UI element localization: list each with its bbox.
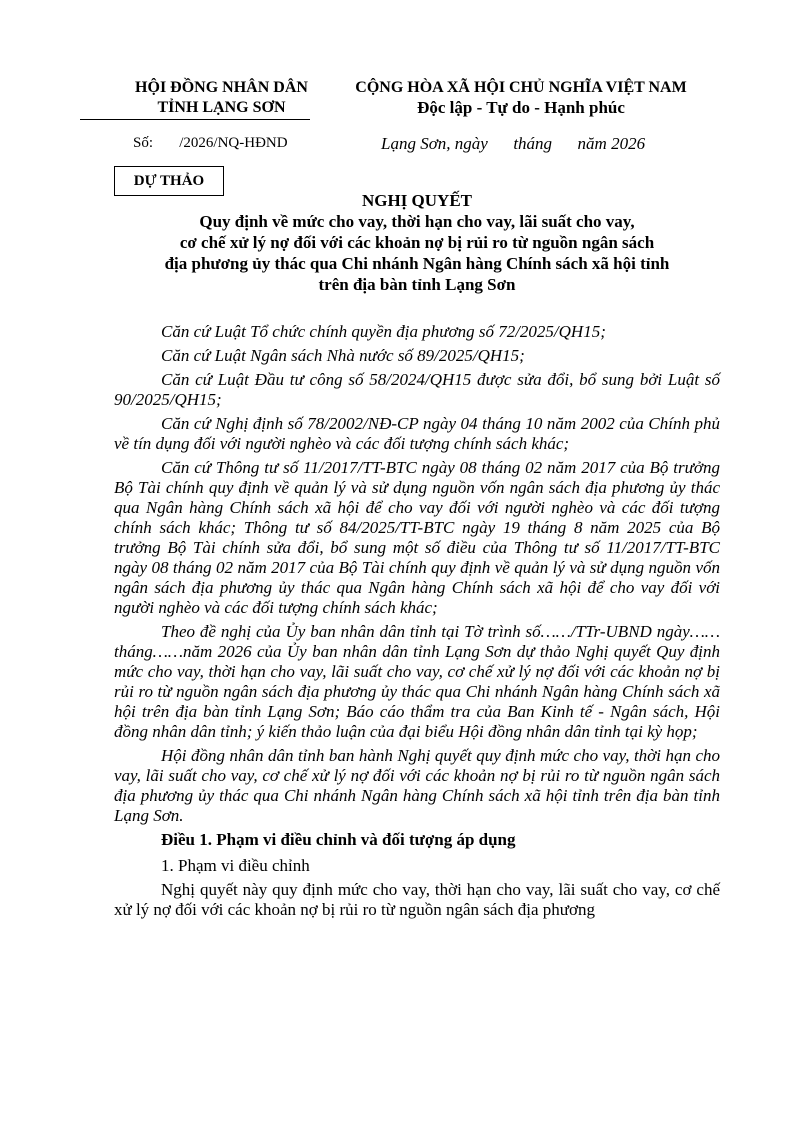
issuing-authority [108, 78, 335, 118]
article-1-text: Nghị quyết này quy định mức cho vay, thời hạn cho vay, lãi suất cho vay, cơ chế xử lý nợ đối với các khoản nợ bị rủi ro từ nguồn ngân sách địa phương [114, 880, 720, 919]
draft-stamp: DỰ THẢO [114, 166, 224, 196]
legal-basis-4: Căn cứ Nghị định số 78/2002/NĐ-CP ngày 04 tháng 10 năm 2002 của Chính phủ về tín dụng đối với người nghèo và các đối tượng chính sách khác; [114, 414, 720, 453]
place-and-date: Lạng Sơn, ngày tháng năm 2026 [381, 134, 646, 153]
article-1-heading: Điều 1. Phạm vi điều chỉnh và đối tượng áp dụng [161, 830, 516, 849]
title-line-2: cơ chế xử lý nợ đối với các khoản nợ bị rủi ro từ nguồn ngân sách [179, 233, 655, 252]
authority-underline [80, 119, 310, 120]
title-line-4: trên địa bàn tỉnh Lạng Sơn [318, 275, 516, 294]
proposal-paragraph: Theo đề nghị của Ủy ban nhân dân tỉnh tại Tờ trình số……/TTr-UBND ngày…… tháng……năm 2026 của Ủy ban nhân dân tỉnh Lạng Sơn dự thảo Nghị quyết Quy định mức cho vay, thời hạn cho vay, lãi suất cho vay, cơ chế xử lý nợ đối với các khoản nợ bị rủi ro từ nguồn ngân sách địa phương ủy thác qua Chi nhánh Ngân hàng Chính sách xã hội trên địa bàn tỉnh Lạng Sơn; Báo cáo thẩm tra của Ban Kinh tế - Ngân sách, Hội đồng nhân dân tỉnh; ý kiến thảo luận của đại biểu Hội đồng nhân dân tỉnh tại kỳ họp; [114, 622, 720, 741]
legal-basis-2: Căn cứ Luật Ngân sách Nhà nước số 89/2025/QH15; [161, 346, 525, 365]
document-body [114, 322, 720, 924]
enactment-paragraph: Hội đồng nhân dân tỉnh ban hành Nghị quyết quy định mức cho vay, thời hạn cho vay, lãi suất cho vay, cơ chế xử lý nợ đối với các khoản nợ bị rủi ro từ nguồn ngân sách địa phương ủy thác qua Chi nhánh Ngân hàng Chính sách xã hội tỉnh trên địa bàn tỉnh Lạng Sơn. [114, 746, 720, 825]
nation-name: CỘNG HÒA XÃ HỘI CHỦ NGHĨA VIỆT NAM [355, 79, 687, 96]
national-heading [330, 78, 712, 118]
national-motto: Độc lập - Tự do - Hạnh phúc [417, 98, 625, 117]
document-type: NGHỊ QUYẾT [361, 191, 473, 210]
document-title [114, 190, 720, 295]
document-number: Số: /2026/NQ-HĐND [133, 135, 288, 151]
title-line-1: Quy định về mức cho vay, thời hạn cho vay, lãi suất cho vay, [199, 212, 635, 231]
article-1-section-1: 1. Phạm vi điều chỉnh [161, 856, 310, 875]
legal-basis-1: Căn cứ Luật Tổ chức chính quyền địa phương số 72/2025/QH15; [161, 322, 606, 341]
legal-basis-5: Căn cứ Thông tư số 11/2017/TT-BTC ngày 08 tháng 02 năm 2017 của Bộ trưởng Bộ Tài chính quy định về quản lý và sử dụng nguồn vốn ngân sách địa phương ủy thác qua Ngân hàng Chính sách xã hội để cho vay đối với người nghèo và các đối tượng chính sách khác; Thông tư số 84/2025/TT-BTC ngày 19 tháng 8 năm 2025 của Bộ trưởng Bộ Tài chính sửa đổi, bổ sung một số điều của Thông tư số 11/2017/TT-BTC ngày 08 tháng 02 năm 2017 của Bộ Tài chính quy định về quản lý và sử dụng nguồn vốn ngân sách địa phương ủy thác qua Ngân hàng Chính sách xã hội để cho vay đối với người nghèo và các đối tượng chính sách khác; [114, 458, 720, 617]
authority-line-1: HỘI ĐỒNG NHÂN DÂN [135, 79, 308, 96]
legal-basis-3: Căn cứ Luật Đầu tư công số 58/2024/QH15 được sửa đổi, bổ sung bởi Luật số 90/2025/QH15; [114, 370, 720, 409]
title-line-3: địa phương ủy thác qua Chi nhánh Ngân hàng Chính sách xã hội tỉnh [164, 254, 670, 273]
authority-line-2: TỈNH LẠNG SƠN [157, 99, 286, 116]
